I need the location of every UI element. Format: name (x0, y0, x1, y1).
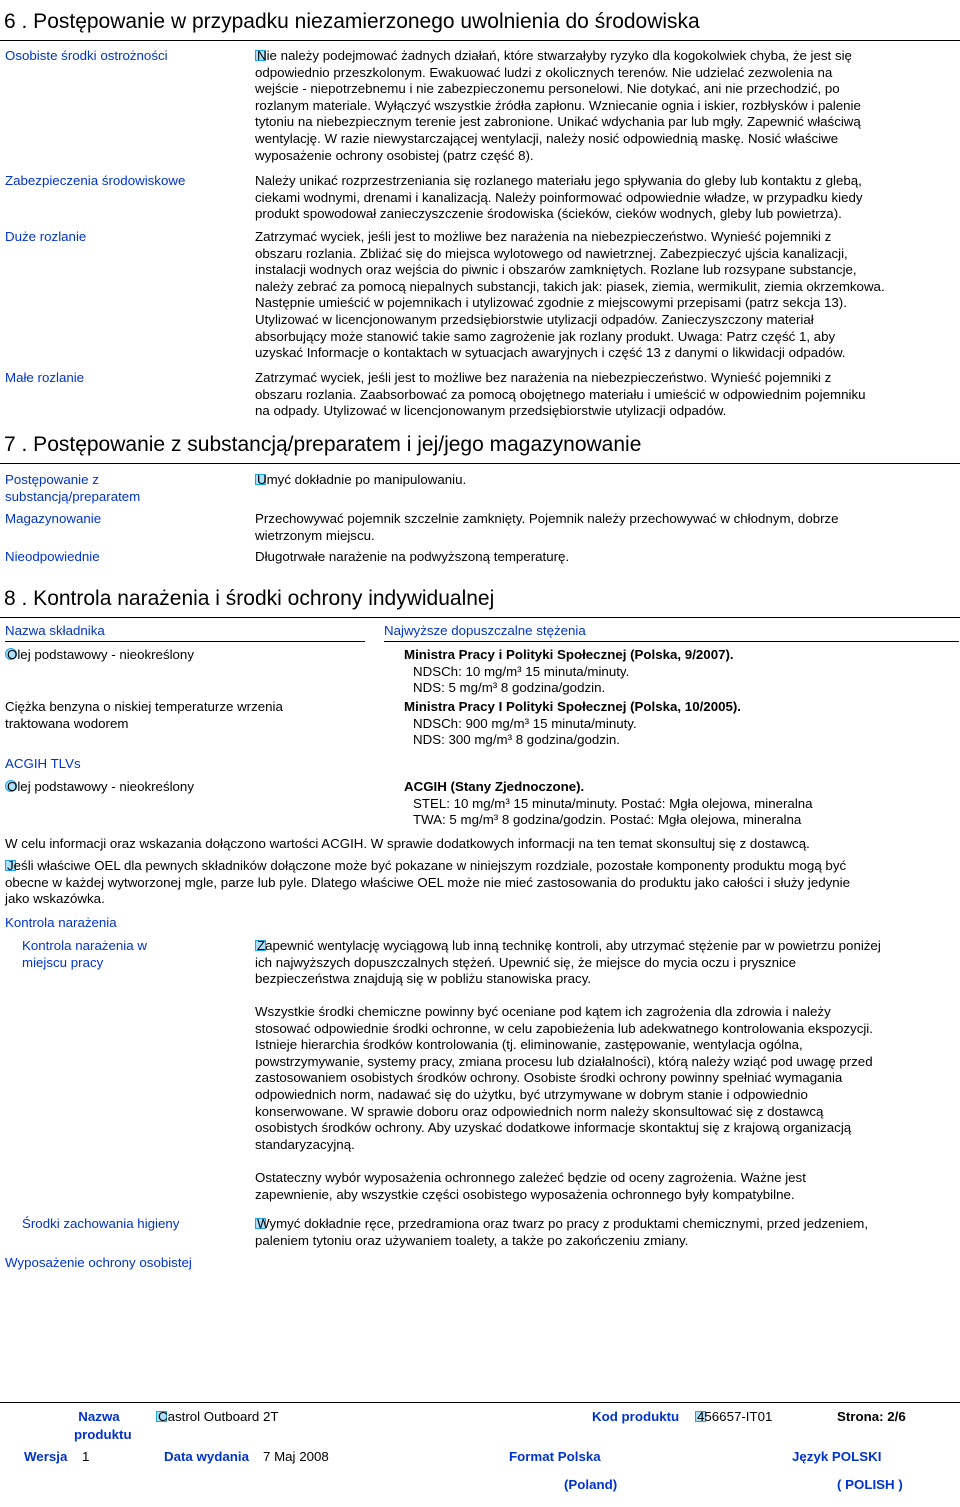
handling-text: Umyć dokładnie po manipulowaniu. (257, 472, 467, 487)
component-header-rule (5, 641, 365, 642)
large-spill-text: Zatrzymać wyciek, jeśli jest to możliwe bez narażenia na niebezpieczeństwo. Wynieść pojemniki z obszaru rozlania. Zbliżać się do miejsca wylotowego od nawietrznej. Zabezpieczyć ujścia kanalizacji, instalacji wodnych oraz wejścia do piwnic i obszarów zamkniętych. Rozlane lub rozsypane substancje, należy zebrać za pomocą niepalnych substancji, takich jak: piasek, ziemia, wermikulit, ziemia okrzemkowa. Następnie umieścić w pojemnikach i utylizować zgodnie z miejscowymi przepisami (patrz sekcja 13). Utylizować w licencjonowanym przedsiębiorstwie utylizacji odpadów. Zanieczyszczony materiał absorbujący może stanowić takie samo zagrożenie jak rozlany produkt. Uwaga: Patrz część 1, aby uzyskać Informacje o kontaktach w sytuacjach awaryjnych i część 13 z danymi o likwidacji odpadów. (255, 229, 885, 361)
column-exposure-limits: Najwyższe dopuszczalne stężenia (384, 623, 586, 638)
section-7-rule (0, 463, 960, 464)
exposure-control-label: Kontrola narażenia (5, 915, 117, 930)
label-storage: Magazynowanie (5, 511, 102, 526)
footer-date-label: Data wydania (164, 1449, 249, 1464)
footer-format-country: (Poland) (564, 1477, 618, 1492)
footer-page: Strona: 2/6 (837, 1409, 906, 1424)
footer-rule (0, 1402, 960, 1403)
incompatible-text: Długotrwałe narażenie na podwyższoną temperaturę. (255, 549, 570, 564)
acgih-note: W celu informacji oraz wskazania dołączono wartości ACGIH. W sprawie dodatkowych informacji na ten temat skonsultuj się z dostawcą. (5, 836, 810, 851)
column-component-name: Nazwa składnika (5, 623, 105, 638)
hygiene-measures-text: Wymyć dokładnie ręce, przedramiona oraz twarz po pracy z produktami chemicznymi, przed jedzeniem, paleniem tytoniu oraz używaniem toalety, a także po zakończeniu zmiany. (255, 1216, 869, 1248)
footer-code-label: Kod produktu (592, 1409, 680, 1424)
workplace-control-text-1: Zapewnić wentylację wyciągową lub inną technikę kontroli, aby utrzymać stężenie par w powietrzu poniżej ich najwyższych dopuszczalnych stężeń. Upewnić się, że miejsce do mycia oczu i prysznice bezpieczeństwa znajdują się w pobliżu stanowiska pracy. (255, 938, 881, 987)
component-3-limits: ACGIH (Stany Zjednoczone). STEL: 10 mg/m³ 15 minuta/minuty. Postać: Mgła olejowa, mineralna TWA: 5 mg/m³ 8 godzina/godzin. Postać: Mgła olejowa, mineralna (404, 779, 813, 828)
oel-note: Jeśli właściwe OEL dla pewnych składników dołączone może być pokazane w niniejszym rozdziale, pozostałe komponenty produktu mogą być obecne w każdej wytworzonej mgle, parze lub pyle. Dlatego właściwe OEL może nie mieć zastosowania do produktu jako całości i służy jedynie jako wskazówka. (5, 858, 851, 907)
workplace-control-text-3: Ostateczny wybór wyposażenia ochronnego zależeć będzie od oceny zagrożenia. Ważne jest zapewnienie, aby wszystkie części osobistego wyposażenia ochronnego były kompatybilne. (255, 1170, 806, 1202)
footer-version-label: Wersja (24, 1449, 68, 1464)
limits-header-rule (384, 641, 959, 642)
section-6-rule (0, 40, 960, 41)
section-8-heading: 8 . Kontrola narażenia i środki ochrony indywidualnej (4, 587, 495, 610)
workplace-control-label: Kontrola narażenia w miejscu pracy (22, 938, 147, 970)
component-1-name: Olej podstawowy - nieokreślony (7, 647, 194, 662)
label-environmental-precautions: Zabezpieczenia środowiskowe (5, 173, 186, 188)
label-large-spill: Duże rozlanie (5, 229, 87, 244)
environmental-precautions-text: Należy unikać rozprzestrzeniania się rozlanego materiału jego spływania do gleby lub kontaktu z glebą, ciekami wodnymi, drenami i kanalizacją. Należy poinformować odpowiednie władze, w przypadku kiedy produkt spowodował zanieczyszczenie środowiska (ścieków, cieków wodnych, gleby lub powietrza). (255, 173, 863, 222)
footer-version-value: 1 (82, 1449, 90, 1464)
label-small-spill: Małe rozlanie (5, 370, 85, 385)
footer-date-value: 7 Maj 2008 (263, 1449, 329, 1464)
label-incompatible: Nieodpowiednie (5, 549, 100, 564)
footer-language-name: ( POLISH ) (837, 1477, 903, 1492)
footer-product-name-label: Nazwa produktu (74, 1409, 132, 1442)
personal-precautions-text: Nie należy podejmować żadnych działań, które stwarzałyby ryzyko dla kogokolwiek chyba, że jest się odpowiednio przeszkolonym. Ewakuować ludzi z okolicznych terenów. Nie udzielać zezwolenia na wejście - niepotrzebnemu i nie zabezpieczonemu personelowi. Nie dotykać, ani nie przechodzić, po rozlanym materiale. Wyłączyć wszystkie źródła zapłonu. Wzniecanie ognia i iskier, rozbłysków i palenie tytoniu na niebezpiecznym terenie jest zabronione. Unikać wdychania par lub mgły. Zapewnić właściwą wentylację. W razie niewystarczającej wentylacji, należy nosić odpowiednią maskę. Nosić właściwe wyposażenie ochrony osobistej (patrz część 8). (255, 48, 861, 163)
section-6-heading: 6 . Postępowanie w przypadku niezamierzonego uwolnienia do środowiska (4, 10, 700, 33)
storage-text: Przechowywać pojemnik szczelnie zamknięty. Pojemnik należy przechowywać w chłodnym, dobrze wietrzonym miejscu. (255, 511, 839, 543)
label-handling: Postępowanie z substancją/preparatem (5, 472, 141, 504)
footer-format-label: Format Polska (509, 1449, 601, 1464)
small-spill-text: Zatrzymać wyciek, jeśli jest to możliwe bez narażenia na niebezpieczeństwo. Wynieść pojemniki z obszaru rozlania. Zaabsorbować za pomocą obojętnego materiału i umieścić w odpowiednim pojemniku na odpady. Utylizować w licencjonowanym przedsiębiorstwie utylizacji odpadów. (255, 370, 866, 419)
footer-language-label: Język POLSKI (792, 1449, 882, 1464)
component-2-limits: Ministra Pracy I Polityki Społecznej (Polska, 10/2005). NDSCh: 900 mg/m³ 15 minuta/minuty. NDS: 300 mg/m³ 8 godzina/godzin. (404, 699, 741, 748)
hygiene-measures-label: Środki zachowania higieny (22, 1216, 180, 1231)
ppe-label: Wyposażenie ochrony osobistej (5, 1255, 192, 1270)
component-3-name: Olej podstawowy - nieokreślony (7, 779, 194, 794)
label-personal-precautions: Osobiste środki ostrożności (5, 48, 168, 63)
component-1-limits: Ministra Pracy i Polityki Społecznej (Polska, 9/2007). NDSCh: 10 mg/m³ 15 minuta/minuty. NDS: 5 mg/m³ 8 godzina/godzin. (404, 647, 734, 696)
section-7-heading: 7 . Postępowanie z substancją/preparatem i jej/jego magazynowanie (4, 433, 642, 456)
acgih-tlvs-label: ACGIH TLVs (5, 756, 81, 771)
section-8-rule (0, 617, 960, 618)
workplace-control-text-2: Wszystkie środki chemiczne powinny być oceniane pod kątem ich zagrożenia dla zdrowia i należy stosować odpowiednie środki ochronne, w celu zapobieżenia lub adekwatnego kontrolowania ekspozycji. Istnieje hierarchia środków kontrolowania (tj. eliminowanie, zastępowanie, wentylacja ogólna, powstrzymywanie, systemy pracy, zmiana procesu lub działalności), którą należy wziąć pod uwagę przed zastosowaniem osobistych środków ochrony. Osobiste środki ochrony powinny spełniać wymagania odpowiednich norm, nadawać się do użytku, być utrzymywane w dobrym stanie i odpowiednio konserwowane. W sprawie doboru oraz odpowiednich norm należy skonsultować się z dostawcą osobistych środków ochrony. Aby uzyskać dodatkowe informacje skontaktuj się z krajową organizacją standaryzacyjną. (255, 1004, 873, 1152)
footer-product-name: Castrol Outboard 2T (158, 1409, 279, 1424)
component-2-name: Ciężka benzyna o niskiej temperaturze wrzenia traktowana wodorem (5, 699, 283, 731)
footer-code-value: 456657-IT01 (697, 1409, 773, 1424)
